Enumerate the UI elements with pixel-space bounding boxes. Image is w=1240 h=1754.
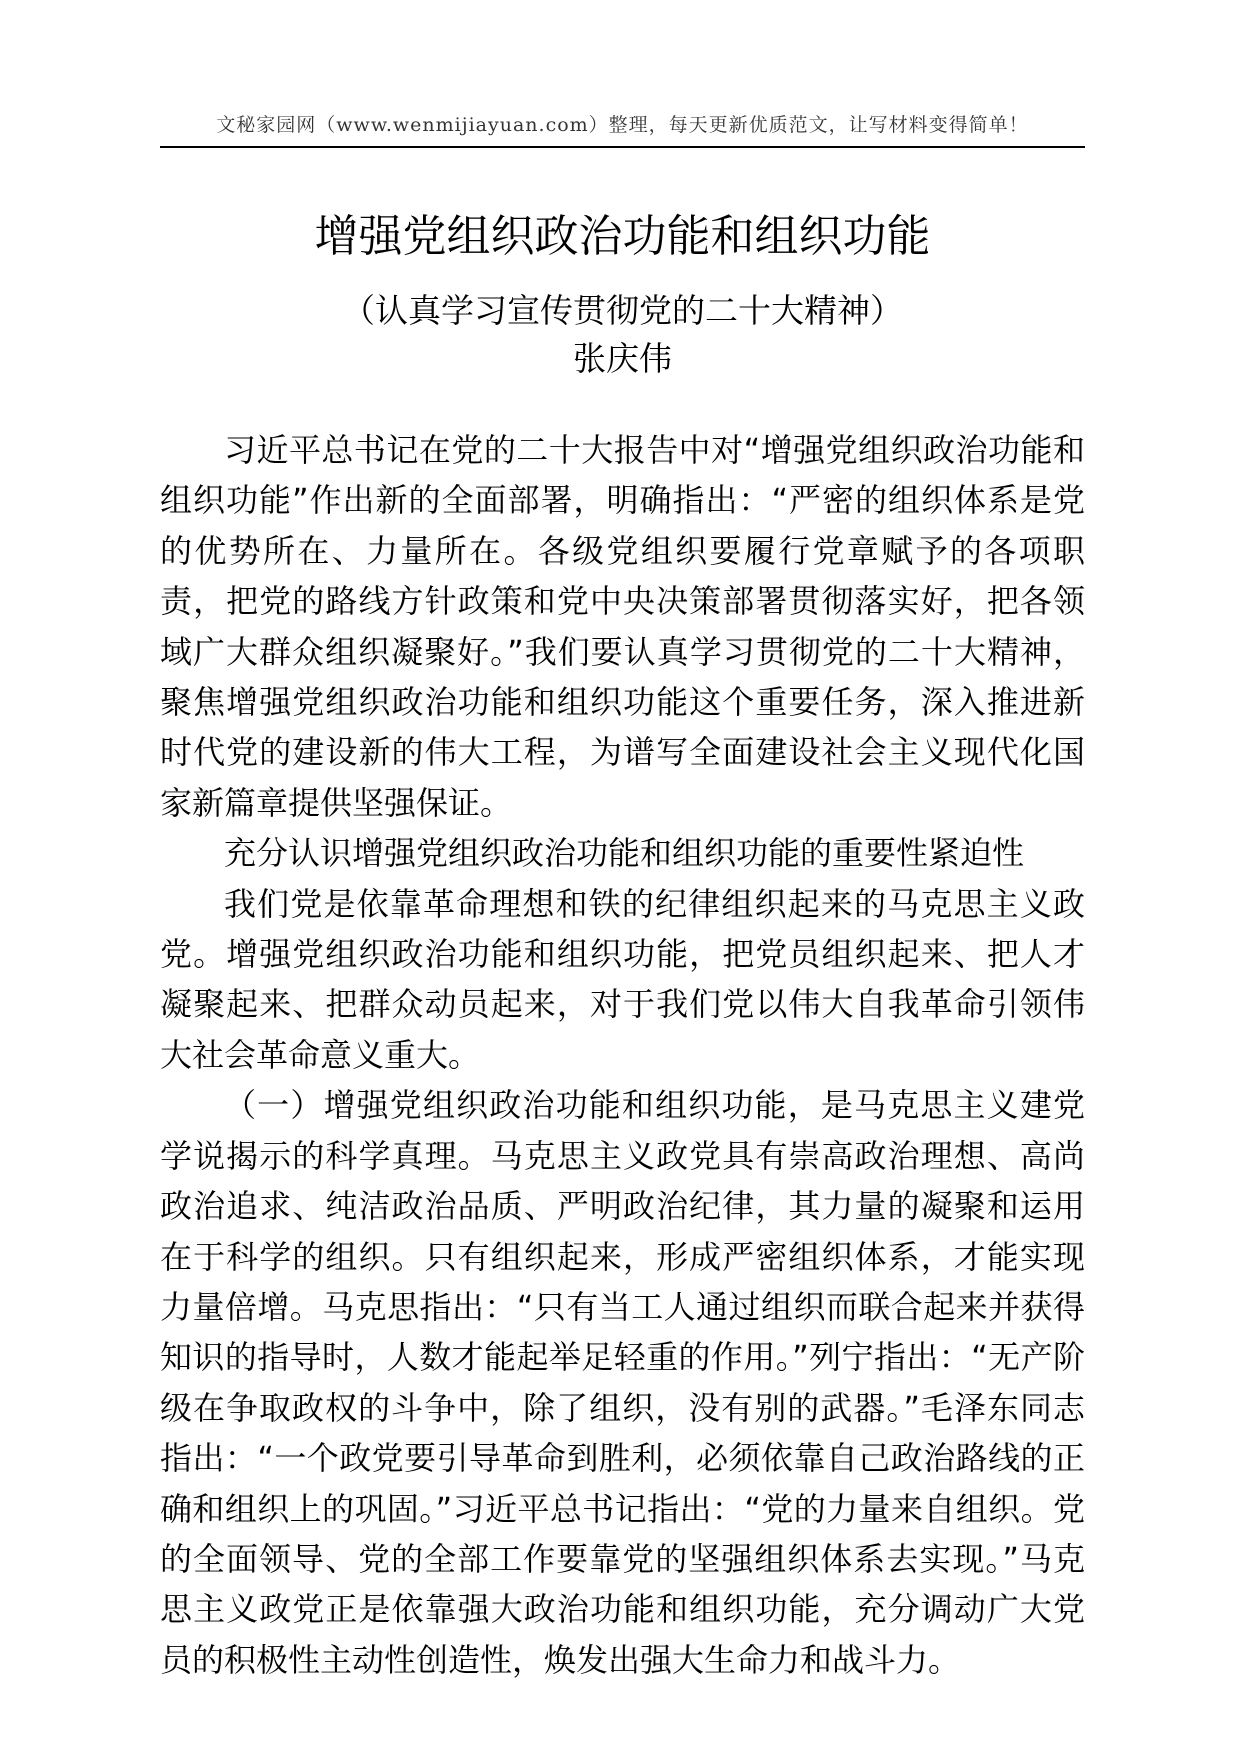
header-note: 文秘家园网（www.wenmijiayuan.com）整理，每天更新优质范文，让写材料变得简单！ bbox=[216, 114, 1029, 136]
header-divider bbox=[160, 146, 1085, 148]
article-body bbox=[160, 425, 1085, 1685]
body-paragraph: （一）增强党组织政治功能和组织功能，是马克思主义建党学说揭示的科学真理。马克思主义政党具有崇高政治理想、高尚政治追求、纯洁政治品质、严明政治纪律，其力量的凝聚和运用在于科学的组织。只有组织起来，形成严密组织体系，才能实现力量倍增。马克思指出：“只有当工人通过组织而联合起来并获得知识的指导时，人数才能起举足轻重的作用。”列宁指出：“无产阶级在争取政权的斗争中，除了组织，没有别的武器。”毛泽东同志指出：“一个政党要引导革命到胜利，必须依靠自己政治路线的正确和组织上的巩固。”习近平总书记指出：“党的力量来自组织。党的全面领导、党的全部工作要靠党的坚强组织体系去实现。”马克思主义政党正是依靠强大政治功能和组织功能，充分调动广大党员的积极性主动性创造性，焕发出强大生命力和战斗力。 bbox=[160, 1086, 1085, 1679]
section-heading: 充分认识增强党组织政治功能和组织功能的重要性紧迫性 bbox=[224, 834, 1025, 873]
article-title: 增强党组织政治功能和组织功能 bbox=[314, 211, 931, 262]
body-paragraph: 我们党是依靠革命理想和铁的纪律组织起来的马克思主义政党。增强党组织政治功能和组织功能，把党员组织起来、把人才凝聚起来、把群众动员起来，对于我们党以伟大自我革命引领伟大社会革命意义重大。 bbox=[160, 884, 1085, 1074]
article-subtitle: （认真学习宣传贯彻党的二十大精神） bbox=[342, 291, 903, 330]
intro-paragraph: 习近平总书记在党的二十大报告中对“增强党组织政治功能和组织功能”作出新的全面部署，明确指出：“严密的组织体系是党的优势所在、力量所在。各级党组织要履行党章赋予的各项职责，把党的路线方针政策和党中央决策部署贯彻落实好，把各领域广大群众组织凝聚好。”我们要认真学习贯彻党的二十大精神，聚焦增强党组织政治功能和组织功能这个重要任务，深入推进新时代党的建设新的伟大工程，为谱写全面建设社会主义现代化国家新篇章提供坚强保证。 bbox=[160, 431, 1085, 822]
article-author: 张庆伟 bbox=[573, 339, 672, 378]
